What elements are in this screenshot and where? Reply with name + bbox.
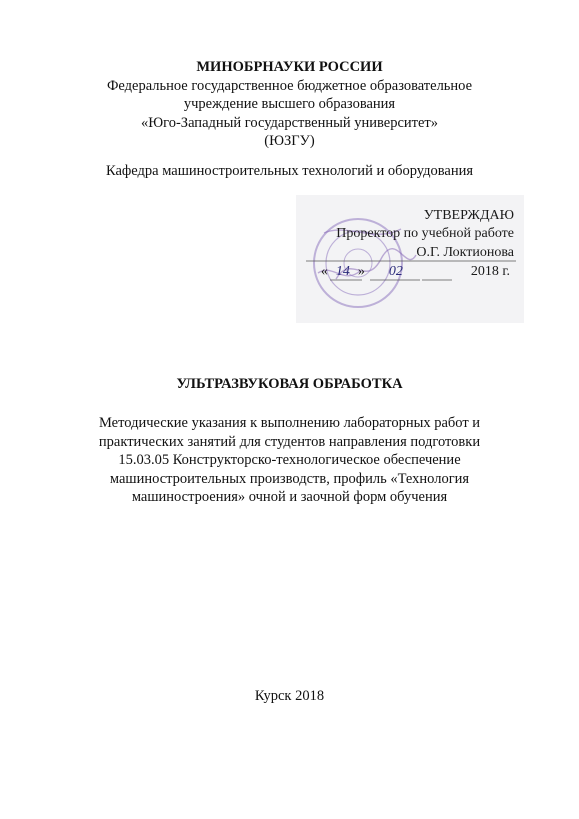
organization-header [0, 58, 579, 151]
description-line-2: практических занятий для студентов направления подготовки [98, 433, 481, 450]
city-year: Курск 2018 [254, 688, 325, 704]
approver-position: Проректор по учебной работе [336, 226, 514, 241]
org-line-2: учреждение высшего образования [183, 96, 396, 112]
description-line-3: 15.03.05 Конструкторско-технологическое обеспечение [118, 452, 461, 468]
date-year: 2018 г. [470, 264, 510, 279]
approver-name: О.Г. Локтионова [416, 245, 514, 260]
document-description [0, 414, 579, 507]
org-line-1: Федеральное государственное бюджетное образовательное [106, 77, 473, 94]
approval-block [296, 193, 524, 325]
approve-label: УТВЕРЖДАЮ [423, 208, 514, 223]
description-line-4: машиностроительных производств, профиль «Технология [109, 470, 470, 487]
document-title: УЛЬТРАЗВУКОВАЯ ОБРАБОТКА [176, 376, 403, 392]
date-day: 14 [335, 264, 350, 279]
org-line-3: «Юго-Западный государственный университет» [140, 114, 439, 131]
date-close-quote: » [357, 264, 365, 279]
department-name: Кафедра машиностроительных технологий и оборудования [105, 163, 474, 179]
date-month: 02 [388, 264, 403, 279]
description-line-1: Методические указания к выполнению лабораторных работ и [98, 415, 481, 431]
approval-date [321, 263, 510, 280]
description-line-5: машиностроения» очной и заочной форм обучения [131, 489, 448, 505]
date-open-quote: « [320, 264, 328, 279]
org-line-4: (ЮЗГУ) [264, 133, 315, 149]
ministry-name: МИНОБРНАУКИ РОССИИ [196, 59, 383, 75]
